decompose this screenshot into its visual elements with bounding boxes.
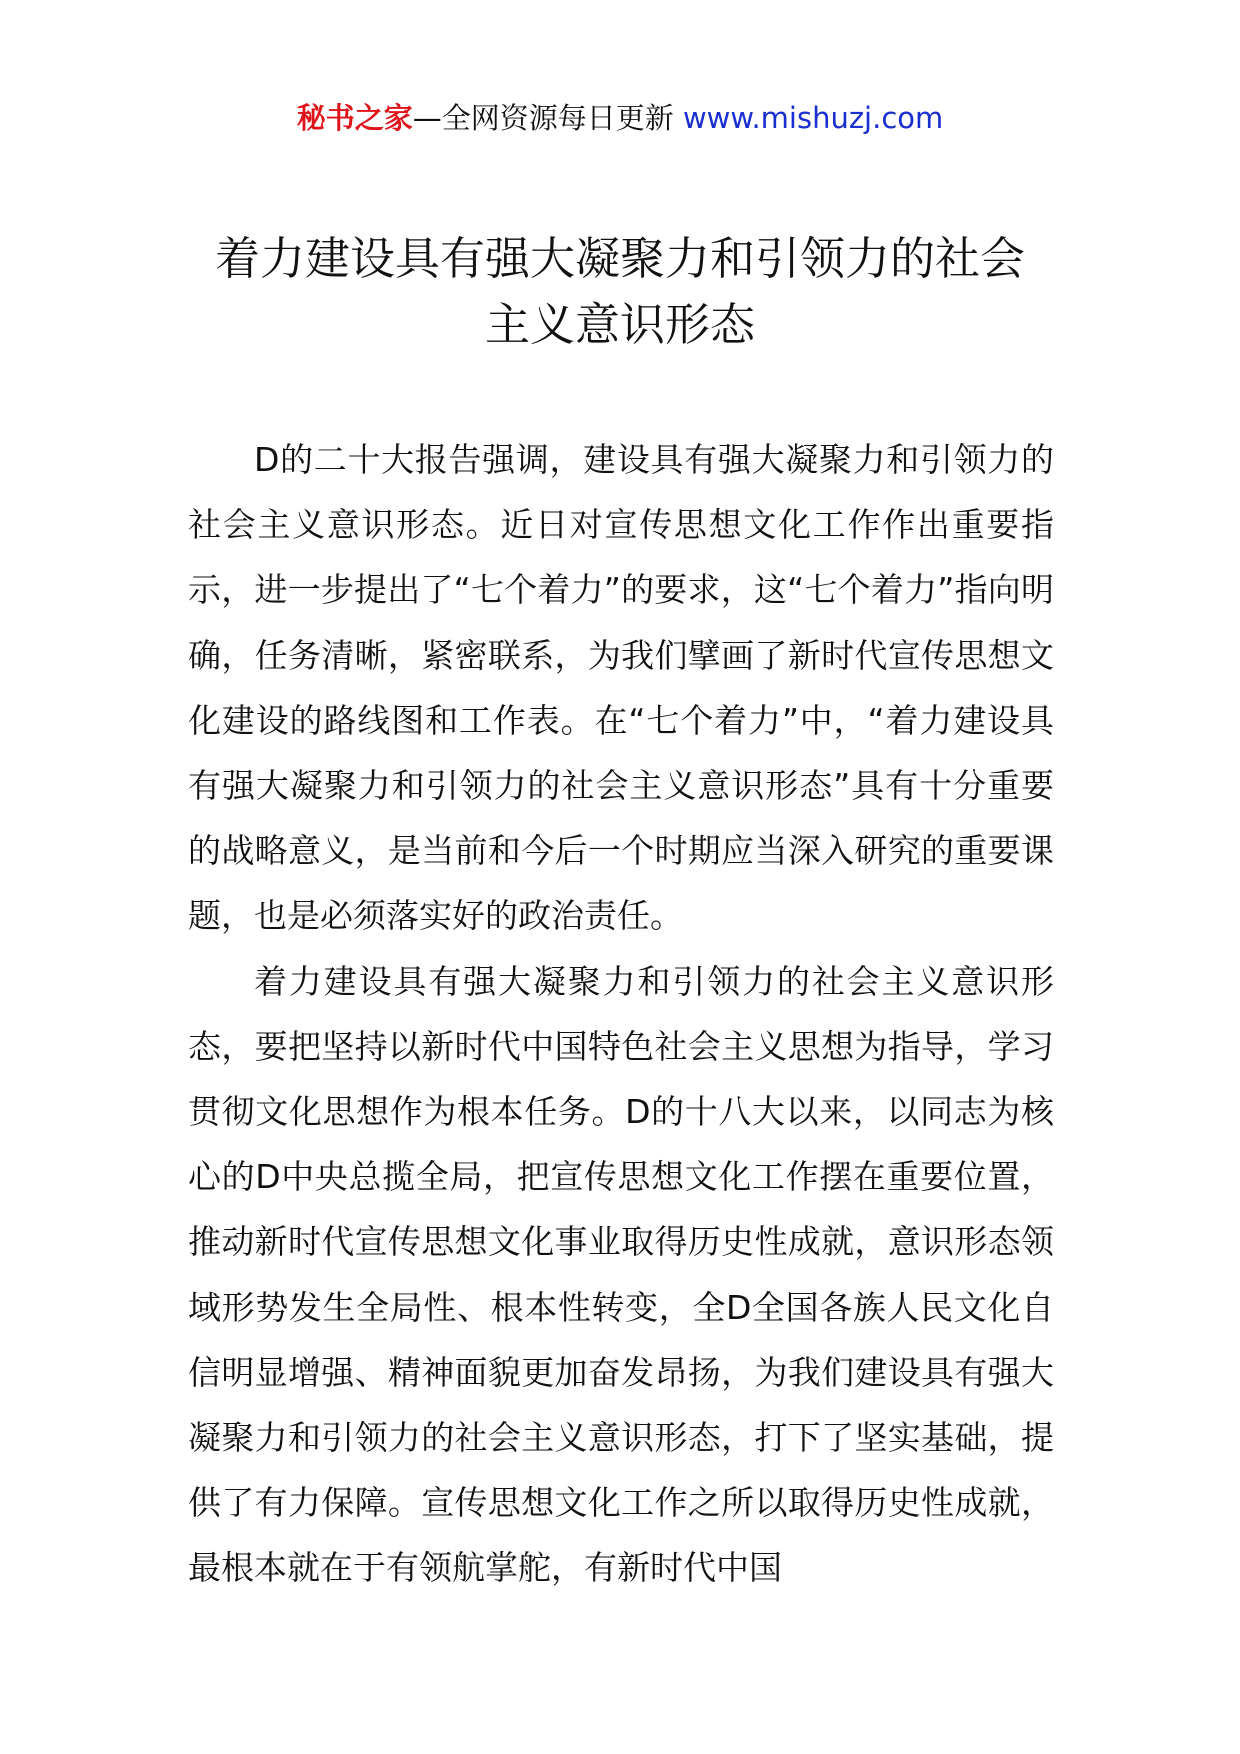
title-line-1: 着力建设具有强大凝聚力和引领力的社会 (214, 232, 1025, 285)
site-url-link[interactable]: www.mishuzj.com (682, 101, 944, 135)
document-body (188, 427, 1054, 1601)
brand-name: 秘书之家 (296, 101, 413, 135)
document-title (150, 226, 1090, 358)
paragraph-1: D的二十大报告强调，建设具有强大凝聚力和引领力的社会主义意识形态。近日对宣传思想文化工作作出重要指示，进一步提出了“七个着力”的要求，这“七个着力”指向明确，任务清晰，紧密联系，为我们擘画了新时代宣传思想文化建设的路线图和工作表。在“七个着力”中，“着力建设具有强大凝聚力和引领力的社会主义意识形态”具有十分重要的战略意义，是当前和今后一个时期应当深入研究的重要课题，也是必须落实好的政治责任。 (188, 440, 1054, 936)
header-tagline: —全网资源每日更新 (412, 101, 674, 135)
site-header (0, 98, 1240, 138)
paragraph-2: 着力建设具有强大凝聚力和引领力的社会主义意识形态，要把坚持以新时代中国特色社会主义思想为指导，学习贯彻文化思想作为根本任务。D的十八大以来，以同志为核心的D中央总揽全局，把宣传思想文化工作摆在重要位置，推动新时代宣传思想文化事业取得历史性成就，意识形态领域形势发生全局性、根本性转变，全D全国各族人民文化自信明显增强、精神面貌更加奋发昂扬，为我们建设具有强大凝聚力和引领力的社会主义意识形态，打下了坚实基础，提供了有力保障。宣传思想文化工作之所以取得历史性成就，最根本就在于有领航掌舵，有新时代中国 (188, 961, 1054, 1588)
title-line-2: 主义意识形态 (484, 298, 755, 351)
